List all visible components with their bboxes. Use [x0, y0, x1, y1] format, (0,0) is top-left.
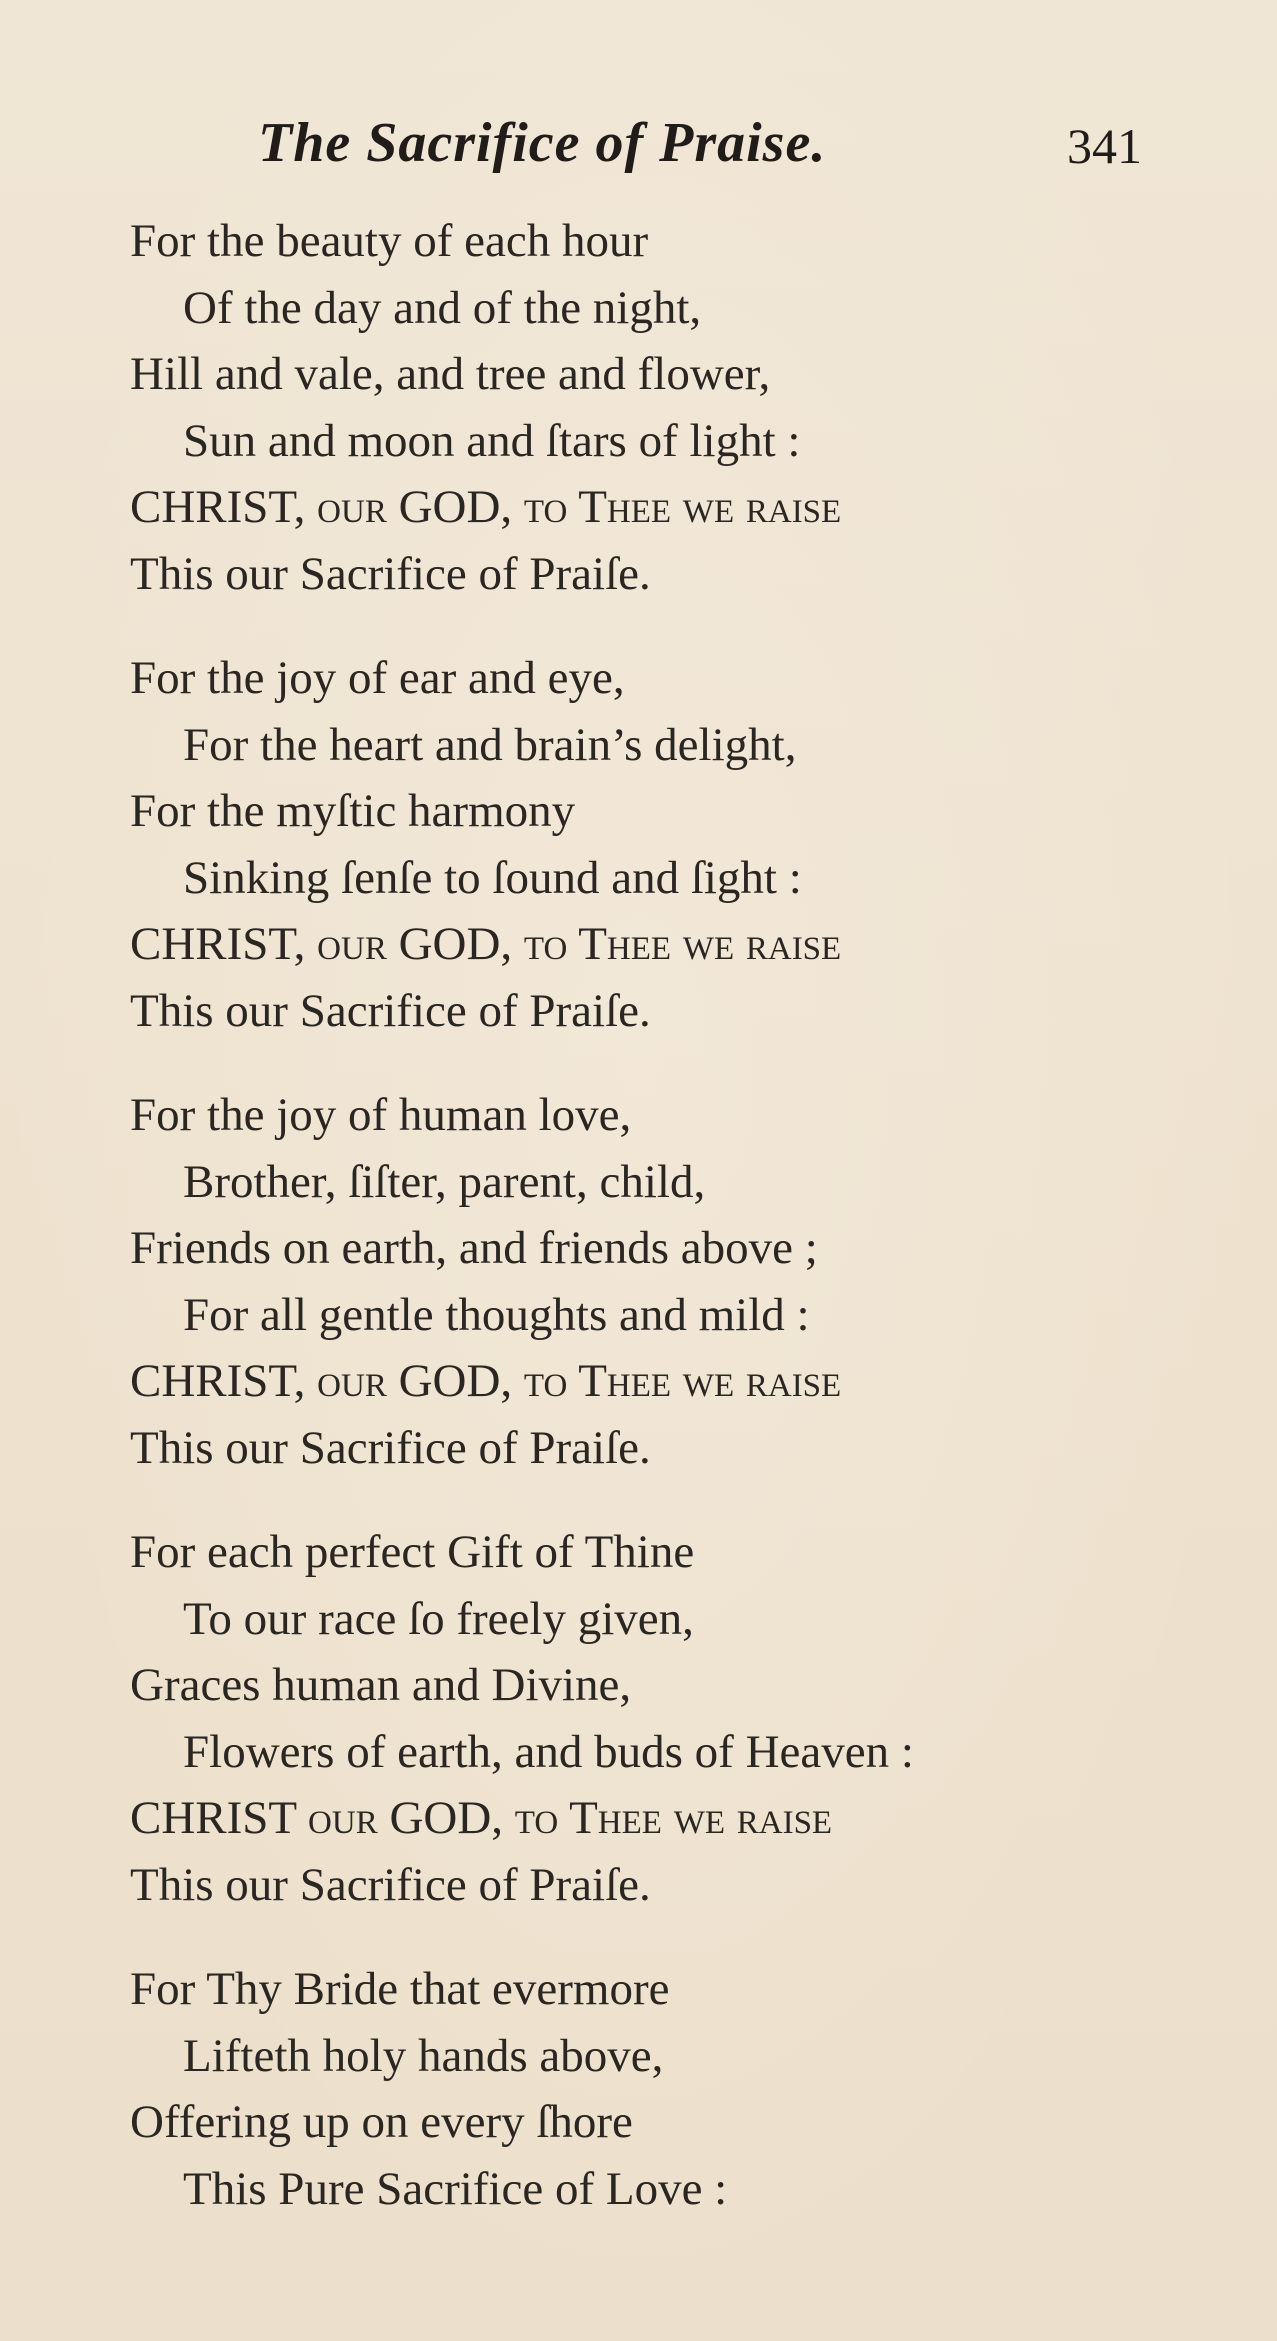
verse-line: Graces human and Divine, — [130, 1659, 632, 1711]
refrain-line: This our Sacrifice of Praiſe. — [130, 1421, 651, 1474]
refrain-line: CHRIST our GOD, to Thee we raiſe — [130, 1792, 833, 1844]
verse-line: For the myſtic harmony — [130, 785, 576, 837]
verse-line: For the joy of ear and eye, — [130, 652, 625, 704]
verse-line: For Thy Bride that evermore — [130, 1963, 670, 2015]
verse-line: Of the day and of the night, — [183, 281, 702, 334]
verse-line: Hill and vale, and tree and flower, — [130, 348, 771, 400]
running-head — [0, 108, 1277, 178]
verse-line: Friends on earth, and friends above ; — [130, 1222, 818, 1274]
verse-line: Sinking ſenſe to ſound and ſight : — [183, 851, 802, 904]
refrain-line: CHRIST, our GOD, to Thee we raiſe — [130, 918, 842, 970]
refrain-line: This our Sacrifice of Praiſe. — [130, 984, 651, 1037]
verse-line: For each perfect Gift of Thine — [130, 1526, 695, 1578]
refrain-line: CHRIST, our GOD, to Thee we raiſe — [130, 1355, 842, 1407]
verse-line: For the beauty of each hour — [130, 215, 649, 267]
verse-line: Flowers of earth, and buds of Heaven : — [183, 1725, 914, 1778]
stanza-3 — [130, 1082, 1150, 1481]
stanza-5 — [130, 1956, 1150, 2222]
poem — [130, 208, 1150, 2260]
refrain-line: This our Sacrifice of Praiſe. — [130, 1858, 651, 1911]
page-number: 341 — [1067, 118, 1142, 174]
verse-line: Offering up on every ſhore — [130, 2096, 633, 2148]
stanza-2 — [130, 645, 1150, 1044]
verse-line: To our race ſo freely given, — [183, 1592, 694, 1645]
verse-line: For all gentle thoughts and mild : — [183, 1288, 810, 1341]
page-title: The Sacrifice of Praise. — [258, 112, 827, 174]
refrain-line: CHRIST, our GOD, to Thee we raiſe — [130, 481, 842, 533]
verse-line: This Pure Sacrifice of Love : — [183, 2162, 728, 2215]
verse-line: Brother, ſiſter, parent, child, — [183, 1155, 706, 1208]
verse-line: For the joy of human love, — [130, 1089, 632, 1141]
verse-line: Lifteth holy hands above, — [183, 2029, 664, 2082]
stanza-1 — [130, 208, 1150, 607]
verse-line: For the heart and brain’s delight, — [183, 718, 797, 771]
stanza-4 — [130, 1519, 1150, 1918]
refrain-line: This our Sacrifice of Praiſe. — [130, 547, 651, 600]
verse-line: Sun and moon and ſtars of light : — [183, 414, 801, 467]
